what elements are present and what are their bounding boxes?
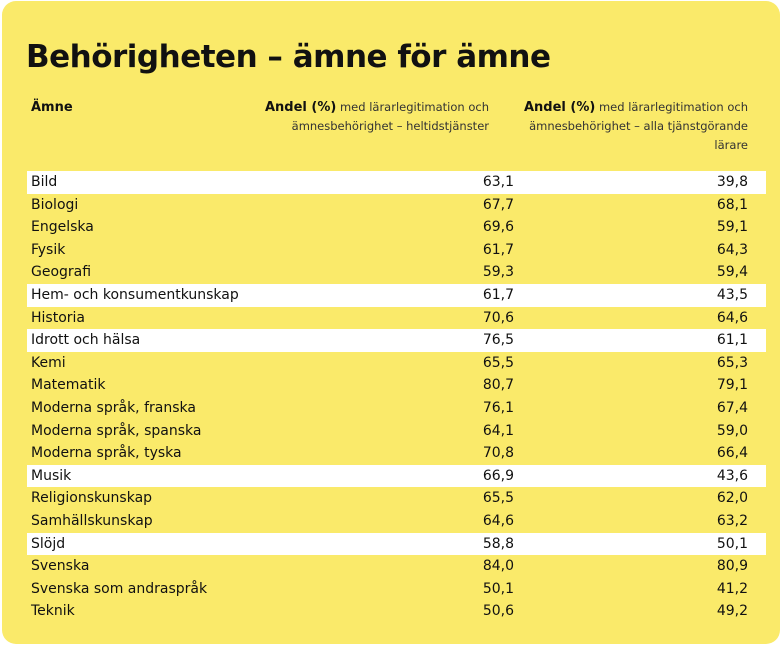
- column-header-all-bold: Andel (%): [523, 100, 596, 115]
- table-row: [27, 194, 766, 217]
- column-header-all-line3: lärare: [714, 138, 748, 152]
- subject-cell: Moderna språk, tyska: [31, 445, 182, 462]
- fulltime-value-cell: 61,7: [482, 286, 514, 303]
- all-teachers-value-cell: 49,2: [716, 603, 748, 620]
- table-row: [27, 216, 766, 239]
- table-row: [27, 555, 766, 578]
- all-teachers-value-cell: 59,1: [716, 219, 748, 236]
- all-teachers-value-cell: 64,3: [716, 241, 748, 258]
- subject-cell: Moderna språk, franska: [31, 399, 196, 416]
- subject-cell: Idrott och hälsa: [31, 332, 141, 349]
- fulltime-value-cell: 76,5: [482, 332, 514, 349]
- fulltime-value-cell: 61,7: [482, 241, 514, 258]
- fulltime-value-cell: 80,7: [482, 377, 514, 394]
- column-header-all: [502, 98, 748, 155]
- fulltime-value-cell: 76,1: [482, 399, 514, 416]
- subject-cell: Hem- och konsumentkunskap: [31, 286, 239, 303]
- table-row: [27, 465, 766, 488]
- subject-cell: Slöjd: [31, 535, 66, 552]
- subject-cell: Svenska: [31, 558, 90, 575]
- all-teachers-value-cell: 62,0: [716, 490, 748, 507]
- subject-cell: Moderna språk, spanska: [31, 422, 202, 439]
- all-teachers-value-cell: 68,1: [716, 196, 748, 213]
- all-teachers-value-cell: 66,4: [716, 445, 748, 462]
- table-row: [27, 600, 766, 623]
- table-row: [27, 442, 766, 465]
- table-row: [27, 261, 766, 284]
- fulltime-value-cell: 70,8: [482, 445, 514, 462]
- fulltime-value-cell: 65,5: [482, 490, 514, 507]
- table-row: [27, 487, 766, 510]
- all-teachers-value-cell: 59,0: [716, 422, 748, 439]
- fulltime-value-cell: 67,7: [482, 196, 514, 213]
- column-header-all-line2: ämnesbehörighet – alla tjänstgörande: [529, 119, 748, 133]
- fulltime-value-cell: 84,0: [482, 558, 514, 575]
- subject-cell: Matematik: [31, 377, 106, 394]
- all-teachers-value-cell: 80,9: [716, 558, 748, 575]
- fulltime-value-cell: 70,6: [482, 309, 514, 326]
- all-teachers-value-cell: 59,4: [716, 264, 748, 281]
- subject-cell: Geografi: [31, 264, 92, 281]
- subject-cell: Kemi: [31, 354, 66, 371]
- subject-cell: Teknik: [31, 603, 75, 620]
- all-teachers-value-cell: 64,6: [716, 309, 748, 326]
- page-title: Behörigheten – ämne för ämne: [26, 39, 551, 75]
- fulltime-value-cell: 63,1: [482, 174, 514, 190]
- all-teachers-value-cell: 67,4: [716, 399, 748, 416]
- column-header-all-line1: med lärarlegitimation och: [598, 100, 748, 114]
- column-header-fulltime-bold: Andel (%): [264, 100, 337, 115]
- fulltime-value-cell: 65,5: [482, 354, 514, 371]
- all-teachers-value-cell: 61,1: [716, 332, 748, 349]
- table-row: [27, 171, 766, 194]
- subject-cell: Engelska: [31, 219, 94, 236]
- table-row: [27, 510, 766, 533]
- table-card: [2, 1, 780, 644]
- table-row: [27, 578, 766, 601]
- subject-cell: Musik: [31, 467, 72, 484]
- table-row: [27, 352, 766, 375]
- all-teachers-value-cell: 43,6: [716, 467, 748, 484]
- column-header-fulltime: [257, 98, 489, 136]
- table-row: [27, 420, 766, 443]
- fulltime-value-cell: 50,6: [482, 603, 514, 620]
- subject-cell: Historia: [31, 309, 85, 326]
- fulltime-value-cell: 66,9: [482, 467, 514, 484]
- table-row: [27, 533, 766, 556]
- table-body: [27, 171, 766, 623]
- table-row: [27, 239, 766, 262]
- all-teachers-value-cell: 43,5: [716, 286, 748, 303]
- fulltime-value-cell: 58,8: [482, 535, 514, 552]
- subject-cell: Bild: [31, 174, 58, 190]
- all-teachers-value-cell: 50,1: [716, 535, 748, 552]
- column-header-subject: Ämne: [31, 100, 73, 115]
- column-header-fulltime-line1: med lärarlegitimation och: [339, 100, 489, 114]
- all-teachers-value-cell: 79,1: [716, 377, 748, 394]
- subject-cell: Samhällskunskap: [31, 512, 153, 529]
- column-header-fulltime-line2: ämnesbehörighet – heltidstjänster: [291, 119, 489, 133]
- table-row: [27, 397, 766, 420]
- fulltime-value-cell: 69,6: [482, 219, 514, 236]
- fulltime-value-cell: 64,1: [482, 422, 514, 439]
- subject-cell: Religionskunskap: [31, 490, 153, 507]
- subject-cell: Svenska som andraspråk: [31, 580, 208, 597]
- subject-cell: Fysik: [31, 241, 66, 258]
- table-row: [27, 329, 766, 352]
- all-teachers-value-cell: 41,2: [716, 580, 748, 597]
- fulltime-value-cell: 59,3: [482, 264, 514, 281]
- fulltime-value-cell: 64,6: [482, 512, 514, 529]
- table-row: [27, 284, 766, 307]
- table-row: [27, 374, 766, 397]
- all-teachers-value-cell: 63,2: [716, 512, 748, 529]
- all-teachers-value-cell: 39,8: [716, 174, 748, 190]
- subject-cell: Biologi: [31, 196, 79, 213]
- all-teachers-value-cell: 65,3: [716, 354, 748, 371]
- fulltime-value-cell: 50,1: [482, 580, 514, 597]
- table-row: [27, 307, 766, 330]
